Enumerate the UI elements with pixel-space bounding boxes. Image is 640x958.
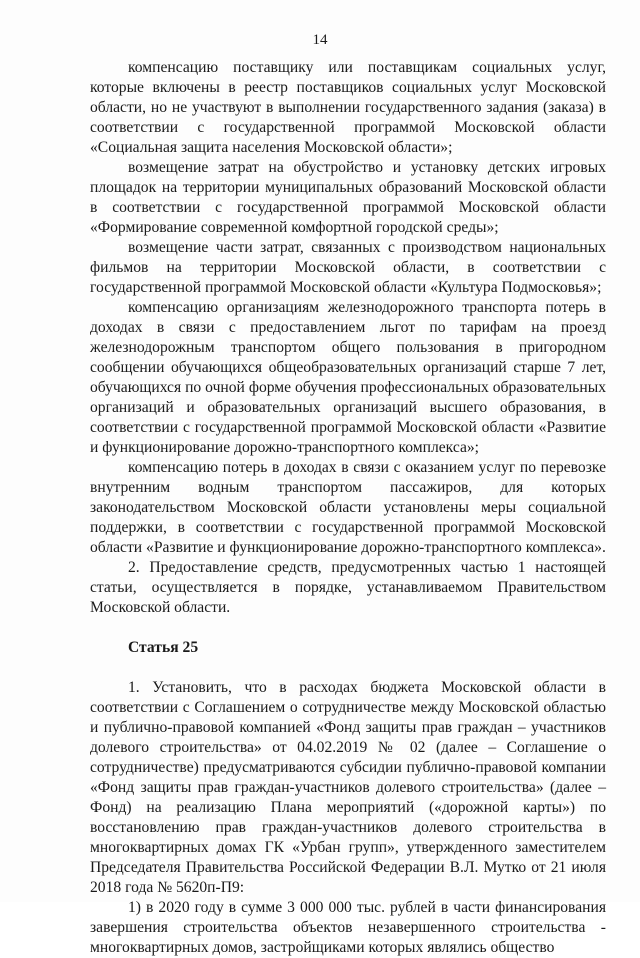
paragraph: возмещение затрат на обустройство и установку детских игровых площадок на территории муниципальных образований Московской области в соответствии с государственной программой Московской области «Формирование современной комфортной городской среды»; xyxy=(90,159,606,236)
paragraph: компенсацию поставщику или поставщикам социальных услуг, которые включены в реестр поставщиков социальных услуг Московской области, но не участвуют в выполнении государственного задания (заказа) в соответствии с государственной программой Московской области «Социальная защита населения Московской области»; xyxy=(90,59,606,156)
page-number: 14 xyxy=(312,32,328,48)
document-body xyxy=(90,58,606,958)
paragraph: компенсацию организациям железнодорожного транспорта потерь в доходах в связи с предоставлением льгот по тарифам на проезд железнодорожным транспортом общего пользования в пригородном сообщении обучающихся общеобразовательных организаций старше 7 лет, обучающихся по очной форме обучения профессиональных образовательных организаций и образовательных организаций высшего образования, в соответствии с государственной программой Московской области «Развитие и функционирование дорожно-транспортного комплекса»; xyxy=(90,299,606,456)
article-heading: Статья 25 xyxy=(128,639,199,656)
paragraph: компенсацию потерь в доходах в связи с оказанием услуг по перевозке внутренним водным транспортом пассажиров, для которых законодательством Московской области установлены меры социальной поддержки, в соответствии с государственной программой Московской области «Развитие и функционирование дорожно-транспортного комплекса». xyxy=(90,459,606,556)
paragraph: возмещение части затрат, связанных с производством национальных фильмов на территории Московской области, в соответствии с государственной программой Московской области «Культура Подмосковья»; xyxy=(90,239,606,296)
paragraph: 2. Предоставление средств, предусмотренных частью 1 настоящей статьи, осуществляется в порядке, устанавливаемом Правительством Московской области. xyxy=(90,559,606,616)
spacer xyxy=(90,618,606,638)
paragraph: 1) в 2020 году в сумме 3 000 000 тыс. рублей в части финансирования завершения строительства объектов незавершенного строительства - многоквартирных домов, застройщиками которых являлись общество xyxy=(90,899,606,956)
spacer xyxy=(90,658,606,678)
paragraph: 1. Установить, что в расходах бюджета Московской области в соответствии с Соглашением о сотрудничестве между Московской областью и публично-правовой компанией «Фонд защиты прав граждан – участников долевого строительства» от 04.02.2019 № 02 (далее – Соглашение о сотрудничестве) предусматриваются субсидии публично-правовой компании «Фонд защиты прав граждан-участников долевого строительства» (далее – Фонд) на реализацию Плана мероприятий («дорожной карты») по восстановлению прав граждан-участников долевого строительства в многоквартирных домах ГК «Урбан групп», утвержденного заместителем Председателя Правительства Российской Федерации В.Л. Мутко от 21 июля 2018 года № 5620п-П9: xyxy=(90,679,606,896)
